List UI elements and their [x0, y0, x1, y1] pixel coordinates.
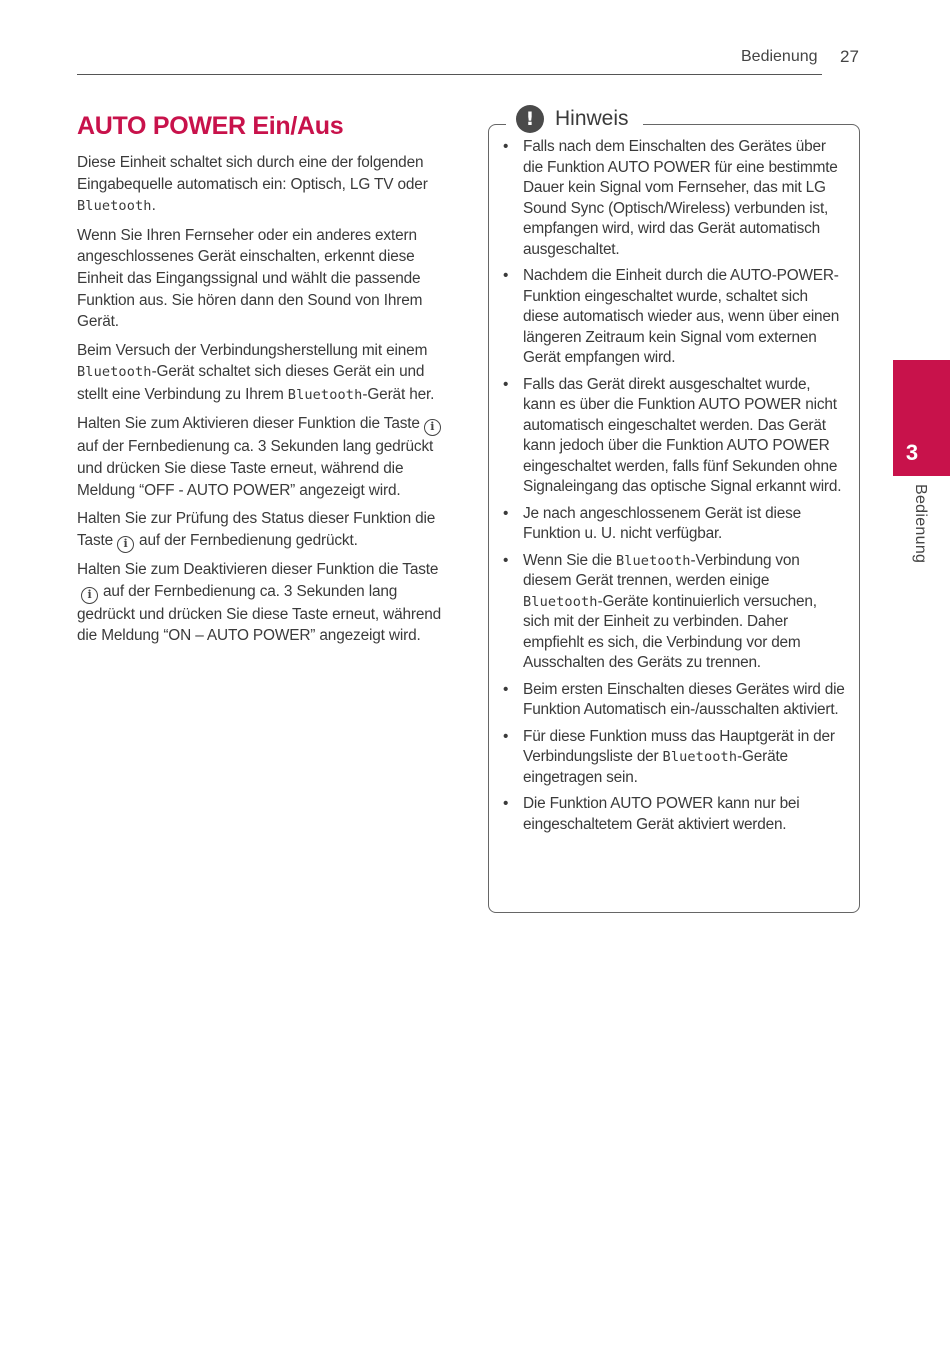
text-run: Die Funktion AUTO POWER kann nur bei eingeschaltetem Gerät aktiviert werden.	[523, 795, 800, 833]
text-run: Beim Versuch der Verbindungsherstellung mit einem	[77, 341, 428, 359]
text-run: -Geräte eingetragen sein.	[523, 748, 788, 786]
bullet: •	[503, 727, 509, 745]
paragraph-check-status	[77, 508, 455, 553]
exclamation-icon: !	[516, 105, 544, 133]
chapter-number: 3	[905, 440, 919, 465]
paragraph-input-sources	[77, 152, 455, 218]
list-item	[500, 266, 845, 369]
bullet: •	[503, 267, 509, 284]
text-run: -Gerät schaltet sich dieses Gerät ein und stellt eine Verbindung zu Ihrem	[77, 363, 425, 404]
chapter-label: Bedienung	[912, 484, 929, 564]
list-item	[500, 680, 845, 721]
list-item	[500, 504, 845, 545]
header-divider	[77, 74, 822, 75]
list-item	[500, 375, 845, 498]
running-header-section: Bedienung	[741, 48, 818, 65]
text-run: -Verbindung von diesem Gerät trennen, werden einige	[523, 551, 800, 589]
text-run: Wenn Sie die	[523, 551, 616, 569]
note-title: Hinweis	[555, 107, 629, 130]
text-run: Je nach angeschlossenem Gerät ist diese Funktion u. U. nicht verfügbar.	[523, 504, 801, 542]
note-list	[500, 137, 845, 841]
paragraph-bluetooth-connect	[77, 340, 455, 407]
paragraph-deactivate	[77, 559, 455, 647]
bluetooth-term: Bluetooth	[615, 552, 691, 569]
text-run: Für diese Funktion muss das Hauptgerät in der Verbindungsliste der	[523, 727, 835, 765]
text-run: Halten Sie zum Aktivieren dieser Funktion die Taste	[77, 415, 420, 433]
text-run: auf der Fernbedienung ca. 3 Sekunden lang gedrückt und drücken Sie diese Taste erneut, während die Meldung “OFF - AUTO POWER” angezeigt wird.	[77, 438, 434, 499]
page-number: 27	[840, 47, 859, 66]
list-item	[500, 551, 845, 674]
text-run: auf der Fernbedienung gedrückt.	[139, 531, 358, 549]
text-run: auf der Fernbedienung ca. 3 Sekunden lang gedrückt und drücken Sie diese Taste erneut, während die Meldung “ON – AUTO POWER” angezeigt wird.	[77, 582, 442, 645]
main-column	[77, 110, 455, 654]
text-run: Beim ersten Einschalten dieses Gerätes wird die Funktion Automatisch ein-/ausschalten aktiviert.	[523, 680, 845, 718]
info-button-icon: i	[117, 536, 134, 553]
text-run: Diese Einheit schaltet sich durch eine der folgenden Eingabequelle automatisch ein: Optisch, LG TV oder	[77, 154, 428, 193]
bluetooth-term: Bluetooth	[287, 387, 363, 404]
list-item	[500, 727, 845, 789]
text-run: Halten Sie zum Deaktivieren dieser Funktion die Taste	[77, 561, 439, 579]
paragraph-activate	[77, 413, 455, 501]
section-title: AUTO POWER Ein/Aus	[77, 112, 344, 140]
text-run: Falls das Gerät direkt ausgeschaltet wurde, kann es über die Funktion AUTO POWER nicht automatisch eingeschaltet werden. Das Gerät kann jedoch über die Funktion AUTO POWER eingeschaltet werden, falls fünf Sekunden ohne Signaleingang das optische Signal erkannt wird.	[523, 375, 842, 495]
bullet: •	[503, 504, 509, 522]
bullet: •	[503, 795, 509, 812]
bullet: •	[503, 375, 509, 393]
bluetooth-term: Bluetooth	[77, 364, 152, 381]
bluetooth-term: Bluetooth	[662, 749, 738, 765]
text-run: -Geräte kontinuierlich versuchen, sich mit der Einheit zu verbinden. Daher empfiehlt es sich, die Verbindung vor dem Ausschalten des Geräts zu trennen.	[523, 592, 817, 671]
list-item	[500, 794, 845, 835]
bluetooth-term: Bluetooth	[77, 198, 152, 215]
text-run: Falls nach dem Einschalten des Gerätes über die Funktion AUTO POWER für eine bestimmte Dauer kein Signal vom Fernseher, das mit LG Sound Sync (Optisch/Wireless) verbunden ist, empfangen wird, wird das Gerät automatisch ausgeschaltet.	[523, 138, 838, 258]
text-run: Nachdem die Einheit durch die AUTO-POWER-Funktion eingeschaltet wurde, schaltet sich diese automatisch wieder aus, wenn über einen längeren Zeitraum kein Signal vom externen Gerät empfangen wird.	[523, 267, 840, 366]
bullet: •	[503, 680, 509, 698]
note-header	[506, 104, 643, 134]
info-button-icon: i	[81, 587, 98, 604]
bluetooth-term: Bluetooth	[523, 593, 598, 610]
text-run: Halten Sie zur Prüfung des Status dieser Funktion die Taste	[77, 509, 436, 549]
text-run: .	[151, 197, 156, 215]
bullet: •	[503, 551, 509, 569]
list-item	[500, 137, 845, 260]
paragraph-signal-detection: Wenn Sie Ihren Fernseher oder ein anderes extern angeschlossenes Gerät einschalten, erkennt diese Einheit das Eingangssignal und wählt die passende Funktion aus. Sie hören dann den Sound von Ihrem Gerät.	[77, 226, 423, 331]
info-button-icon: i	[424, 419, 441, 436]
bullet: •	[503, 138, 509, 155]
text-run: -Gerät her.	[362, 386, 435, 404]
